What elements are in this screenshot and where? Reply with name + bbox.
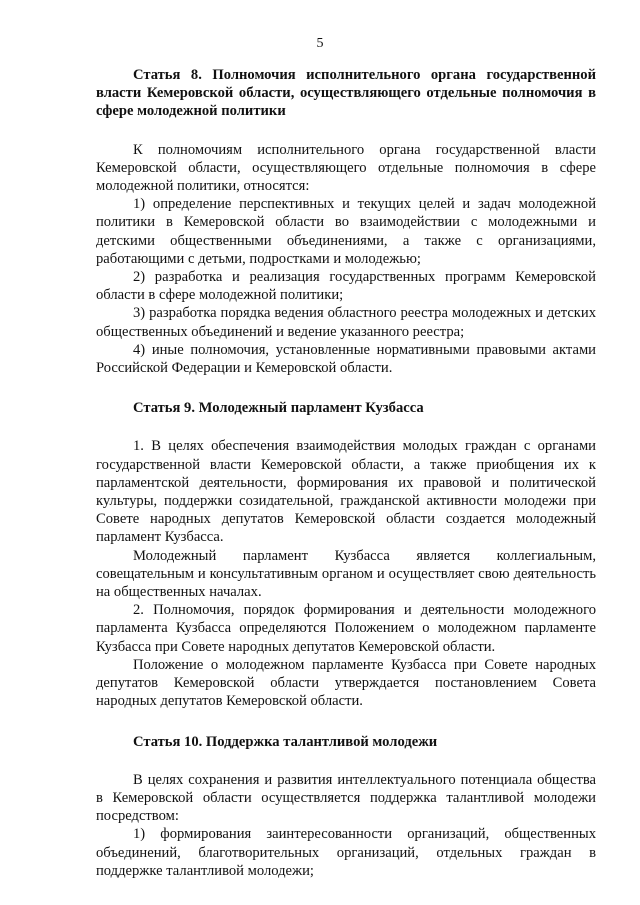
article-8-heading: Статья 8. Полномочия исполнительного органа государственной власти Кемеровской области, осуществляющего отдельные полномочия в сфере молодежной политики (96, 67, 596, 120)
article-10-heading: Статья 10. Поддержка талантливой молодежи (133, 733, 438, 750)
article-9-para-3: 2. Полномочия, порядок формирования и деятельности молодежного парламента Кузбасса определяются Положением о молодежном парламенте Кузбасса при Совете народных депутатов Кемеровской области. (96, 602, 596, 655)
article-8-intro: К полномочиям исполнительного органа государственной власти Кемеровской области, осуществляющего отдельные полномочия в сфере молодежной политики, относятся: (96, 141, 596, 195)
article-9-heading: Статья 9. Молодежный парламент Кузбасса (133, 400, 424, 417)
page-number: 5 (316, 36, 324, 51)
document-body (96, 66, 596, 880)
article-10-item-1: 1) формирования заинтересованности организаций, общественных объединений, благотворительных организаций, отдельных граждан в поддержке талантливой молодежи; (96, 826, 596, 879)
article-10-intro: В целях сохранения и развития интеллектуального потенциала общества в Кемеровской области осуществляется поддержка талантливой молодежи посредством: (96, 771, 596, 825)
article-9-para-1: 1. В целях обеспечения взаимодействия молодых граждан с органами государственной власти Кемеровской области, а также приобщения их к парламентской деятельности, формирования их правовой и политической культуры, поддержки созидательной, гражданской активности молодежи при Совете народных депутатов Кемеровской области создается молодежный парламент Кузбасса. (96, 438, 596, 546)
article-9-para-2: Молодежный парламент Кузбасса является коллегиальным, совещательным и консультативным органом и осуществляет свою деятельность на общественных началах. (96, 547, 596, 601)
article-8-item-2: 2) разработка и реализация государственных программ Кемеровской области в сфере молодежной политики; (96, 269, 596, 304)
article-9-para-4: Положение о молодежном парламенте Кузбасса при Совете народных депутатов Кемеровской области утверждается постановлением Совета народных депутатов Кемеровской области. (96, 656, 596, 710)
article-8-item-3: 3) разработка порядка ведения областного реестра молодежных и детских общественных объединений и ведение указанного реестра; (96, 305, 596, 340)
article-8-item-1: 1) определение перспективных и текущих целей и задач молодежной политики в Кемеровской области во взаимодействии с молодежными и детскими общественными объединениями, а также с организациями, работающими с детьми, подростками и молодежью; (96, 196, 596, 267)
article-8-item-4: 4) иные полномочия, установленные нормативными правовыми актами Российской Федерации и Кемеровской области. (96, 341, 596, 377)
